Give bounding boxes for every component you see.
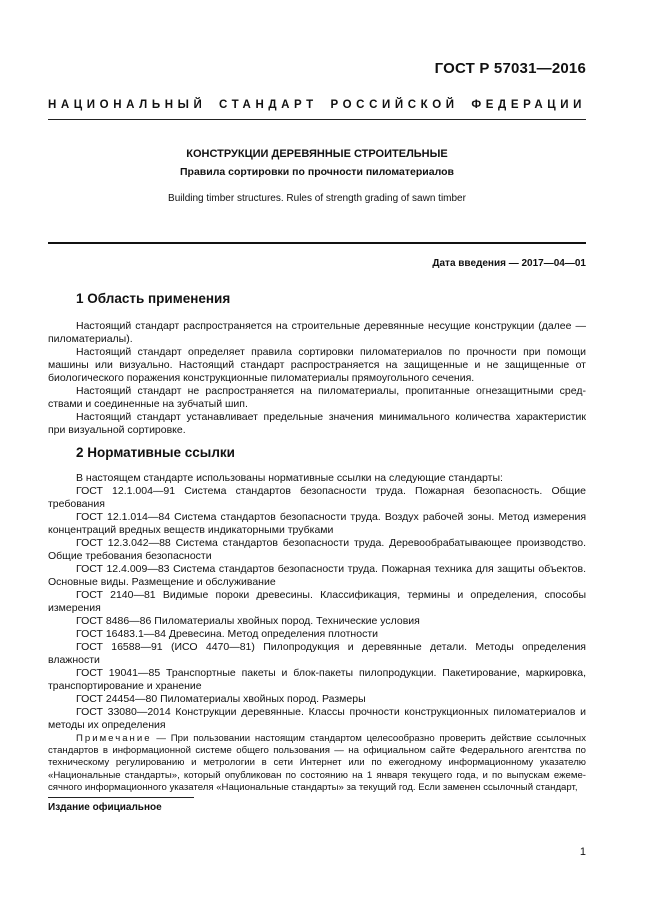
note xyxy=(48,733,586,794)
national-standard-banner: НАЦИОНАЛЬНЫЙ СТАНДАРТ РОССИЙСКОЙ ФЕДЕРАЦИИ xyxy=(48,99,586,111)
reference-item: ГОСТ 24454—80 Пиломатериалы хвойных пород. Размеры xyxy=(76,693,366,705)
reference-item: ГОСТ 12.1.014—84 Система стандартов безопасности труда. Воздух рабочей зоны. Метод измерения концентраций вредных веществ индикаторными трубками xyxy=(48,511,586,537)
reference-item: ГОСТ 12.3.042—88 Система стандартов безопасности труда. Деревообрабатывающее производство. Общие требования безопасности xyxy=(48,537,586,563)
header-rule xyxy=(48,119,586,120)
introduction-date: Дата введения — 2017—04—01 xyxy=(432,258,586,269)
document-title: КОНСТРУКЦИИ ДЕРЕВЯННЫЕ СТРОИТЕЛЬНЫЕ xyxy=(186,148,448,160)
paragraph: Настоящий стандарт устанавливает предельные значения минимального количества характеристик при визуальной сортировке. xyxy=(48,411,586,437)
reference-item: ГОСТ 2140—81 Видимые пороки древесины. Классификация, термины и определения, способы измерения xyxy=(48,589,586,615)
reference-item: ГОСТ 33080—2014 Конструкции деревянные. Классы прочности конструкционных пиломатериалов и методы их определения xyxy=(48,706,586,732)
reference-item: ГОСТ 12.1.004—91 Система стандартов безопасности труда. Пожарная безопасность. Общие требования xyxy=(48,485,586,511)
section-1-heading: 1 Область применения xyxy=(76,291,231,306)
paragraph: В настоящем стандарте использованы нормативные ссылки на следующие стандарты: xyxy=(76,472,503,484)
note-label: Примечание xyxy=(76,733,152,744)
footer-rule xyxy=(48,797,194,798)
reference-item: ГОСТ 19041—85 Транспортные пакеты и блок-пакеты пилопродукции. Пакетирование, маркировка, транспортирование и хранение xyxy=(48,667,586,693)
paragraph: Настоящий стандарт определяет правила сортировки пиломатериалов по прочности при помощи машины или визуально. Настоящий стандарт распространяется на защищенные и не защищенные от биологического поражения конструкционные пиломатериалы прямоугольного сечения. xyxy=(48,346,586,385)
note-text: — При пользовании настоящим стандартом целесообразно проверить действие ссылочных стандартов в информационной системе общего пользования — на официальном сайте Федерального агентства по техническому регулированию и метрологии в сети Интернет или по ежегодному информационному указателю «Национальные стандарты», который опубликован по состоянию на 1 января текущего года, и по выпускам ежемесячного информационного указателя «Национальные стандарты» за текущий год. Если заменен ссылочный стандарт, xyxy=(48,733,586,793)
reference-item: ГОСТ 12.4.009—83 Система стандартов безопасности труда. Пожарная техника для защиты объектов. Основные виды. Размещение и обслуживание xyxy=(48,563,586,589)
official-edition-label: Издание официальное xyxy=(48,802,162,813)
document-title-english: Building timber structures. Rules of strength grading of sawn timber xyxy=(168,193,466,204)
reference-item: ГОСТ 16483.1—84 Древесина. Метод определения плотности xyxy=(76,628,378,640)
reference-item: ГОСТ 8486—86 Пиломатериалы хвойных пород. Технические условия xyxy=(76,615,420,627)
document-subtitle: Правила сортировки по прочности пиломатериалов xyxy=(180,166,454,178)
gost-code: ГОСТ Р 57031—2016 xyxy=(434,60,586,77)
paragraph: Настоящий стандарт не распространяется на пиломатериалы, пропитанные огнезащитными средствами и соединенные на зубчатый шип. xyxy=(48,385,586,411)
paragraph: Настоящий стандарт распространяется на строительные деревянные несущие конструкции (далее — пиломатериалы). xyxy=(48,320,586,346)
page-number: 1 xyxy=(579,846,586,858)
reference-item: ГОСТ 16588—91 (ИСО 4470—81) Пилопродукция и деревянные детали. Методы определения влажности xyxy=(48,641,586,667)
section-2-heading: 2 Нормативные ссылки xyxy=(76,445,235,460)
title-rule xyxy=(48,242,586,244)
